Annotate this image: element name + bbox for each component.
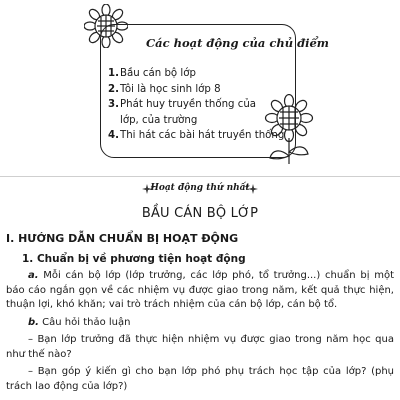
activities-box-title: Các hoạt động của chủ điểm <box>146 36 329 50</box>
paragraph-b-text: Câu hỏi thảo luận <box>38 317 131 328</box>
section-heading: I. HƯỚNG DẪN CHUẨN BỊ HOẠT ĐỘNG <box>6 232 239 245</box>
activity-text: Phát huy truyền thống của lớp, của trường <box>120 99 257 126</box>
activity-text: Bầu cán bộ lớp <box>120 68 196 79</box>
activity-item-2 <box>108 82 294 98</box>
paragraph-a-text: Mỗi cán bộ lớp (lớp trưởng, các lớp phó, tổ trưởng...) chuẩn bị một báo cáo ngắn gọn về các nhiệm vụ được giao trong năm, kết quả thực hiện, thuận lợi, khó khăn; vai trò trách nhiệm của cán bộ lớp, cán bộ tổ. <box>6 270 394 310</box>
activity-text: Tôi là học sinh lớp 8 <box>120 83 221 95</box>
paragraph-a-label: a. <box>28 270 39 281</box>
activity-number: 1. <box>108 68 119 79</box>
activity-item-1 <box>108 66 294 82</box>
activity-number: 2. <box>108 83 119 95</box>
activity-item-4 <box>108 128 294 144</box>
activity-number: 4. <box>108 130 119 141</box>
question-2: – Bạn góp ý kiến gì cho bạn lớp phó phụ trách học tập của lớp? (phụ trách lao động của lớp?) <box>6 366 394 392</box>
subsection-heading: 1. Chuẩn bị về phương tiện hoạt động <box>22 253 246 265</box>
activity-item-3 <box>108 97 270 128</box>
activity-title: BẦU CÁN BỘ LỚP <box>141 206 259 221</box>
separator-line <box>0 176 400 177</box>
paragraph-b <box>6 316 394 331</box>
activity-subtitle: Hoạt động thứ nhất <box>150 183 250 193</box>
paragraph-b-label: b. <box>28 317 39 328</box>
paragraph-a <box>6 269 394 313</box>
activity-text: Thi hát các bài hát truyền thống <box>120 130 285 141</box>
activities-list <box>108 66 294 144</box>
activity-number: 3. <box>108 99 119 110</box>
question-1: – Bạn lớp trưởng đã thực hiện nhiệm vụ được giao trong năm học qua như thế nào? <box>6 334 394 360</box>
